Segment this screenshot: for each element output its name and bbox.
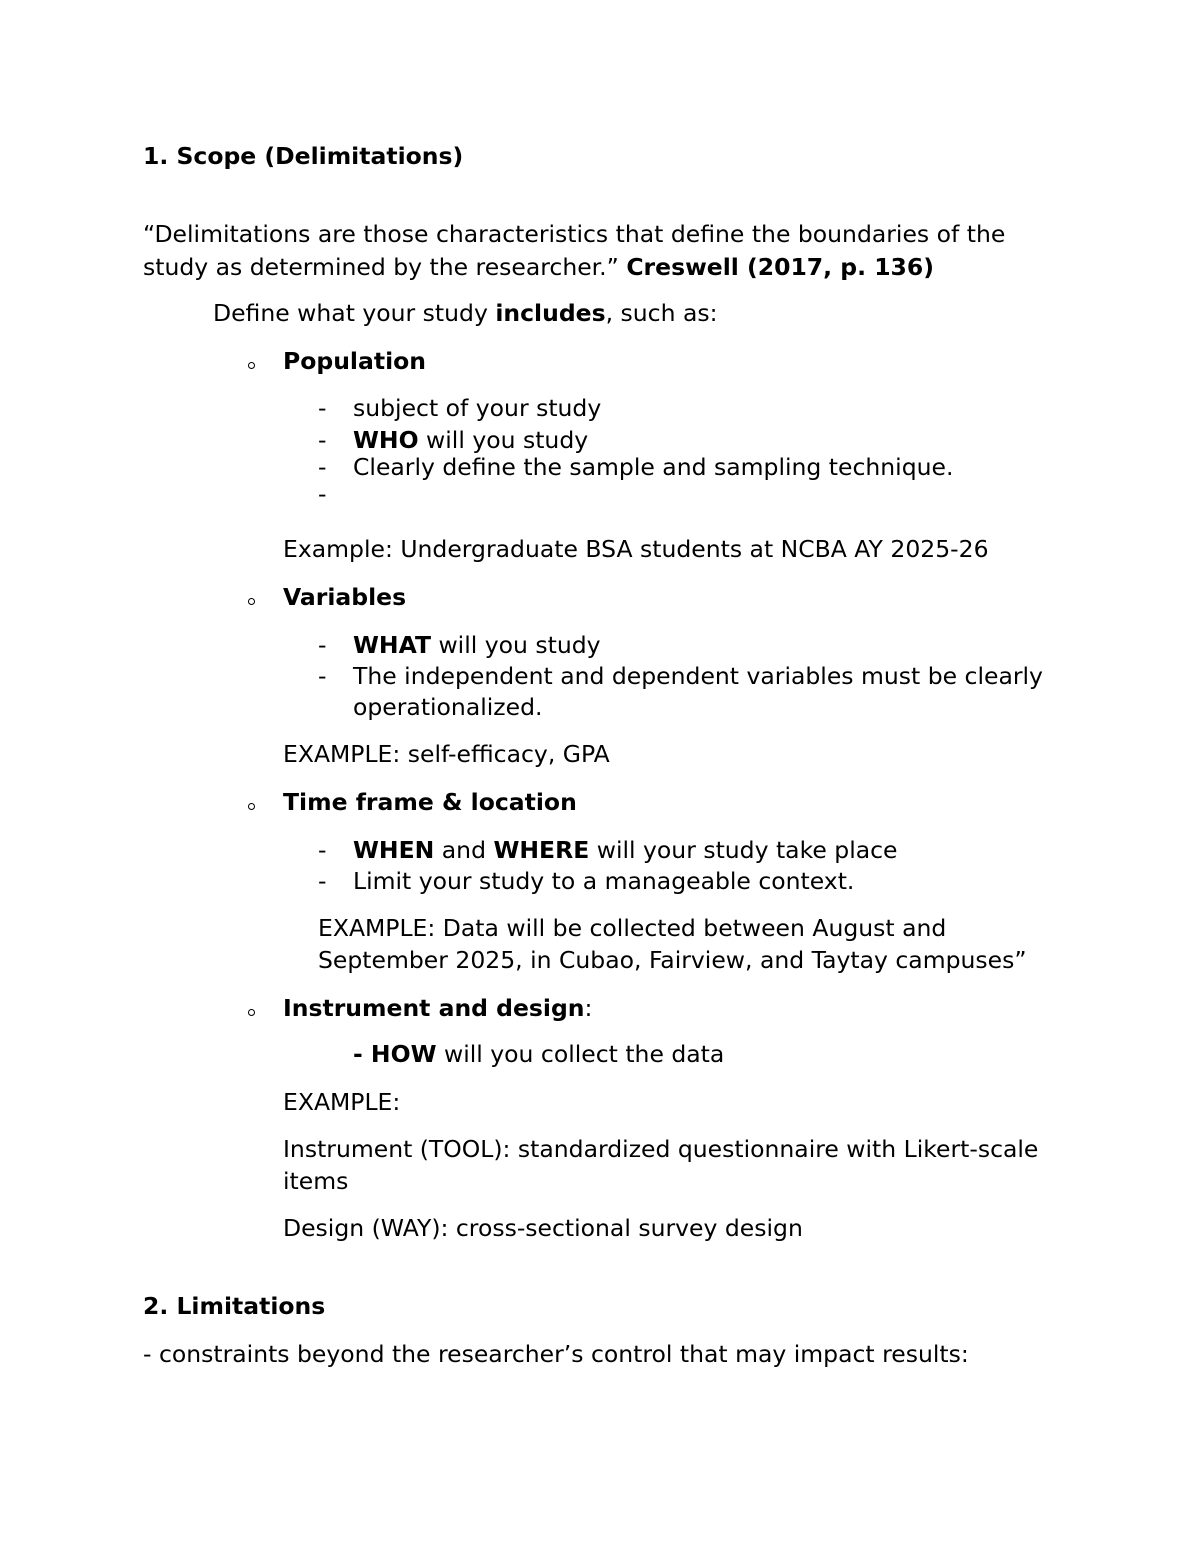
and-text: and xyxy=(434,836,494,864)
section-2-heading: 2. Limitations xyxy=(143,1292,326,1320)
variables-label: Variables xyxy=(283,583,407,611)
bullet-circle-icon xyxy=(248,362,255,369)
instrument-example-label: EXAMPLE: xyxy=(283,1088,401,1116)
timeframe-label: Time frame & location xyxy=(283,788,577,816)
dash-bullet-icon: - xyxy=(318,662,327,690)
variables-item-2-line-1: The independent and dependent variables must be clearly xyxy=(353,662,1043,690)
intro-text-pre: Define what your study xyxy=(213,299,496,327)
instrument-item xyxy=(353,1038,724,1070)
who-bold: WHO xyxy=(353,426,419,454)
intro-bold: includes xyxy=(495,299,606,327)
timeframe-example-line-1: EXAMPLE: Data will be collected between August and xyxy=(318,914,947,942)
instrument-label xyxy=(283,992,592,1024)
section-1-heading: 1. Scope (Delimitations) xyxy=(143,142,464,170)
population-label: Population xyxy=(283,347,426,375)
timeframe-item-1 xyxy=(353,834,898,866)
quote-text: study as determined by the researcher.” xyxy=(143,253,619,281)
intro-text-post: , such as: xyxy=(605,299,718,327)
dash-bullet-icon: - xyxy=(318,394,327,422)
instrument-tool-line-2: items xyxy=(283,1167,349,1195)
quote-line-2 xyxy=(143,251,934,283)
instrument-design: Design (WAY): cross-sectional survey design xyxy=(283,1214,803,1242)
intro-line xyxy=(213,297,718,329)
population-item-1: subject of your study xyxy=(353,394,602,422)
dash-bullet-icon: - xyxy=(318,867,327,895)
how-text: will you collect the data xyxy=(436,1040,725,1068)
dash-bullet-icon: - xyxy=(318,631,327,659)
dash-bullet-icon: - xyxy=(318,480,327,508)
bullet-circle-icon xyxy=(248,1009,255,1016)
population-item-3: Clearly define the sample and sampling technique. xyxy=(353,453,954,481)
what-text: will you study xyxy=(430,631,601,659)
timeframe-item-1-rest: will your study take place xyxy=(589,836,898,864)
limitations-text: - constraints beyond the researcher’s control that may impact results: xyxy=(143,1340,969,1368)
variables-item-1 xyxy=(353,629,601,661)
when-bold: WHEN xyxy=(353,836,435,864)
dash-bullet-icon: - xyxy=(318,453,327,481)
variables-item-2-line-2: operationalized. xyxy=(353,693,543,721)
citation: Creswell (2017, p. 136) xyxy=(626,253,934,281)
what-bold: WHAT xyxy=(353,631,431,659)
timeframe-example-line-2: September 2025, in Cubao, Fairview, and Taytay campuses” xyxy=(318,946,1027,974)
how-bold: - HOW xyxy=(353,1040,437,1068)
bullet-circle-icon xyxy=(248,803,255,810)
where-bold: WHERE xyxy=(493,836,590,864)
instrument-label-colon: : xyxy=(584,994,593,1022)
variables-example: EXAMPLE: self-efficacy, GPA xyxy=(283,740,610,768)
population-example: Example: Undergraduate BSA students at NCBA AY 2025-26 xyxy=(283,535,989,563)
who-text: will you study xyxy=(418,426,589,454)
dash-bullet-icon: - xyxy=(318,426,327,454)
instrument-label-bold: Instrument and design xyxy=(283,994,585,1022)
timeframe-item-2: Limit your study to a manageable context. xyxy=(353,867,855,895)
instrument-tool-line-1: Instrument (TOOL): standardized questionnaire with Likert-scale xyxy=(283,1135,1039,1163)
dash-bullet-icon: - xyxy=(318,836,327,864)
quote-line-1: “Delimitations are those characteristics that define the boundaries of the xyxy=(143,220,1006,248)
bullet-circle-icon xyxy=(248,598,255,605)
